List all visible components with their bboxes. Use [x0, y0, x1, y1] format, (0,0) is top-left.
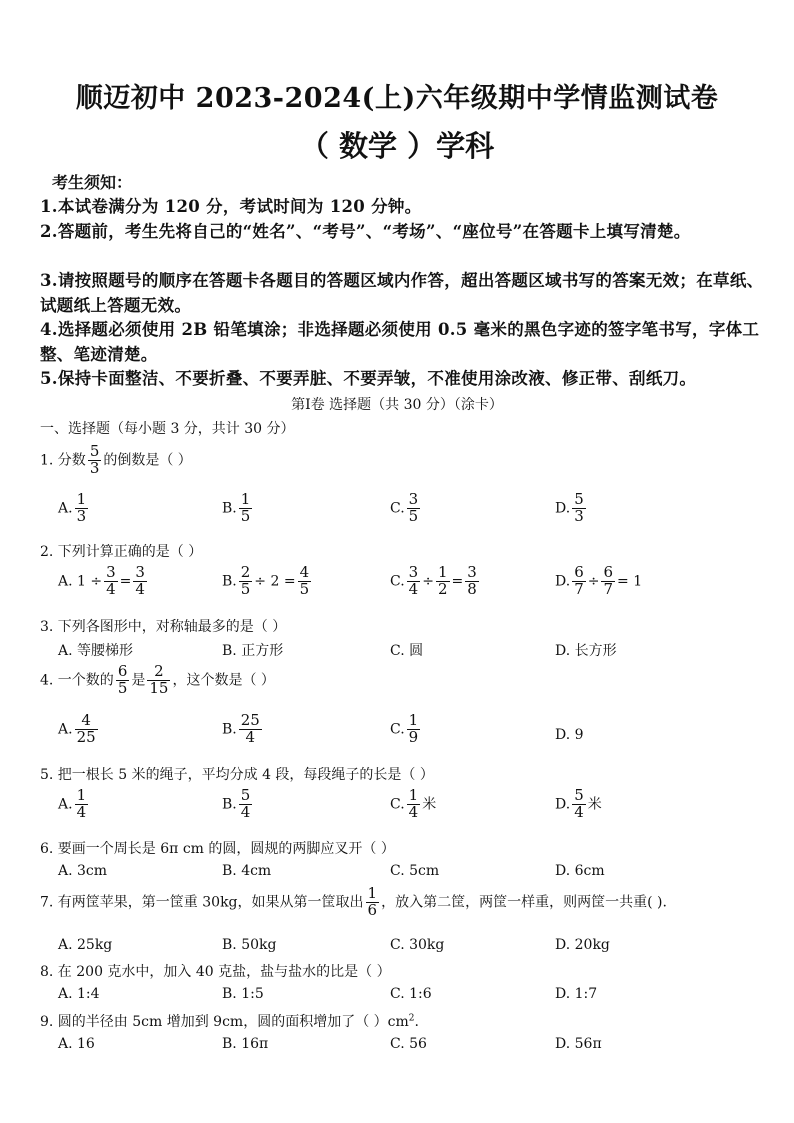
question-6: 6. 要画一个周长是 6π cm 的圆，圆规的两脚应叉开（ ） — [40, 841, 395, 857]
q5-option-c[interactable]: C. $\frac{1}{4}$ 米 — [390, 786, 437, 821]
q9-option-b[interactable]: B. 16π — [222, 1036, 269, 1052]
q4-option-b[interactable]: B. $\frac{25}{4}$ — [222, 711, 260, 746]
q9-option-a[interactable]: A. 16 — [58, 1036, 95, 1052]
q3-option-a[interactable]: A. 等腰梯形 — [58, 643, 134, 659]
q4-option-c[interactable]: C. $\frac{1}{9}$ — [390, 711, 419, 746]
exam-subject: （ 数学 ）学科 — [299, 129, 495, 163]
q2-option-b[interactable]: B. $\frac{2}{5}$ ÷ 2 = $\frac{4}{5}$ — [222, 563, 310, 598]
q2-option-a[interactable]: A. 1 ÷ $\frac{3}{4}$ = $\frac{3}{4}$ — [58, 563, 145, 598]
q4-option-a[interactable]: A. $\frac{4}{25}$ — [58, 711, 96, 746]
q3-option-b[interactable]: B. 正方形 — [222, 643, 284, 659]
notice-item-4: 4.选择题必须使用 2B 铅笔填涂；非选择题必须使用 0.5 毫米的黑色字迹的签字笔书写，字体工整、笔迹清楚。 — [40, 320, 760, 364]
q5-option-b[interactable]: B. $\frac{5}{4}$ — [222, 786, 251, 821]
q8-option-a[interactable]: A. 1:4 — [58, 986, 100, 1002]
q3-option-c[interactable]: C. 圆 — [390, 643, 424, 659]
q1-option-c[interactable]: C. $\frac{3}{5}$ — [390, 490, 419, 525]
question-3: 3. 下列各图形中，对称轴最多的是（ ） — [40, 619, 287, 635]
q1-option-a[interactable]: A. $\frac{1}{3}$ — [58, 490, 87, 525]
notice-item-2: 2.答题前，考生先将自己的“姓名”、“考号”、“考场”、“座位号”在答题卡上填写清楚。 — [40, 222, 691, 241]
exam-title: 顺迈初中 2023-2024(上)六年级期中学情监测试卷 — [75, 83, 719, 114]
q7-option-c[interactable]: C. 30kg — [390, 937, 445, 953]
q6-option-d[interactable]: D. 6cm — [555, 863, 605, 879]
q9-option-c[interactable]: C. 56 — [390, 1036, 427, 1052]
question-7: 7. 有两筐苹果，第一筐重 30kg，如果从第一筐取出 $\frac{1}{6}$ ，放入第二筐，两筐一样重，则两筐一共重( ). — [40, 884, 667, 919]
q2-option-d[interactable]: D. $\frac{6}{7}$ ÷ $\frac{6}{7}$ = 1 — [555, 563, 643, 598]
q6-option-c[interactable]: C. 5cm — [390, 863, 440, 879]
q1-option-b[interactable]: B. $\frac{1}{5}$ — [222, 490, 251, 525]
question-5: 5. 把一根长 5 米的绳子，平均分成 4 段，每段绳子的长是（ ） — [40, 767, 434, 783]
q8-option-b[interactable]: B. 1:5 — [222, 986, 264, 1002]
q9-option-d[interactable]: D. 56π — [555, 1036, 602, 1052]
question-9: 9. 圆的半径由 5cm 增加到 9cm，圆的面积增加了（ ）$cm^2$. — [40, 1013, 419, 1030]
q5-option-d[interactable]: D. $\frac{5}{4}$ 米 — [555, 786, 602, 821]
q3-option-d[interactable]: D. 长方形 — [555, 643, 617, 659]
q6-option-a[interactable]: A. 3cm — [58, 863, 108, 879]
notice-item-1: 1.本试卷满分为 120 分，考试时间为 120 分钟。 — [40, 197, 422, 216]
q2-option-c[interactable]: C. $\frac{3}{4}$ ÷ $\frac{1}{2}$ = $\frac{3}{8}$ — [390, 563, 477, 598]
q4-option-d[interactable]: D. 9 — [555, 727, 584, 743]
question-1: 1. 分数 $\frac{5}{3}$ 的倒数是（ ） — [40, 442, 192, 477]
q8-option-d[interactable]: D. 1:7 — [555, 986, 598, 1002]
section-heading: 一、选择题（每小题 3 分，共计 30 分） — [40, 421, 295, 437]
q7-option-d[interactable]: D. 20kg — [555, 937, 610, 953]
q7-option-a[interactable]: A. 25kg — [58, 937, 113, 953]
q7-option-b[interactable]: B. 50kg — [222, 937, 277, 953]
notice-item-3: 3.请按照题号的顺序在答题卡各题目的答题区域内作答，超出答题区域书写的答案无效；在草纸、试题纸上答题无效。 — [40, 271, 764, 315]
q6-option-b[interactable]: B. 4cm — [222, 863, 272, 879]
part-heading: 第Ⅰ卷 选择题（共 30 分）（涂卡） — [291, 397, 503, 413]
notice-item-5: 5.保持卡面整洁、不要折叠、不要弄脏、不要弄皱，不准使用涂改液、修正带、刮纸刀。 — [40, 369, 697, 388]
question-8: 8. 在 200 克水中，加入 40 克盐，盐与盐水的比是（ ） — [40, 964, 391, 980]
q1-option-d[interactable]: D. $\frac{5}{3}$ — [555, 490, 584, 525]
question-4: 4. 一个数的 $\frac{6}{5}$ 是 $\frac{2}{15}$ ，这个数是（ ） — [40, 662, 275, 697]
q5-option-a[interactable]: A. $\frac{1}{4}$ — [58, 786, 87, 821]
notice-heading: 考生须知： — [52, 173, 133, 192]
question-2: 2. 下列计算正确的是（ ） — [40, 544, 203, 560]
q8-option-c[interactable]: C. 1:6 — [390, 986, 432, 1002]
